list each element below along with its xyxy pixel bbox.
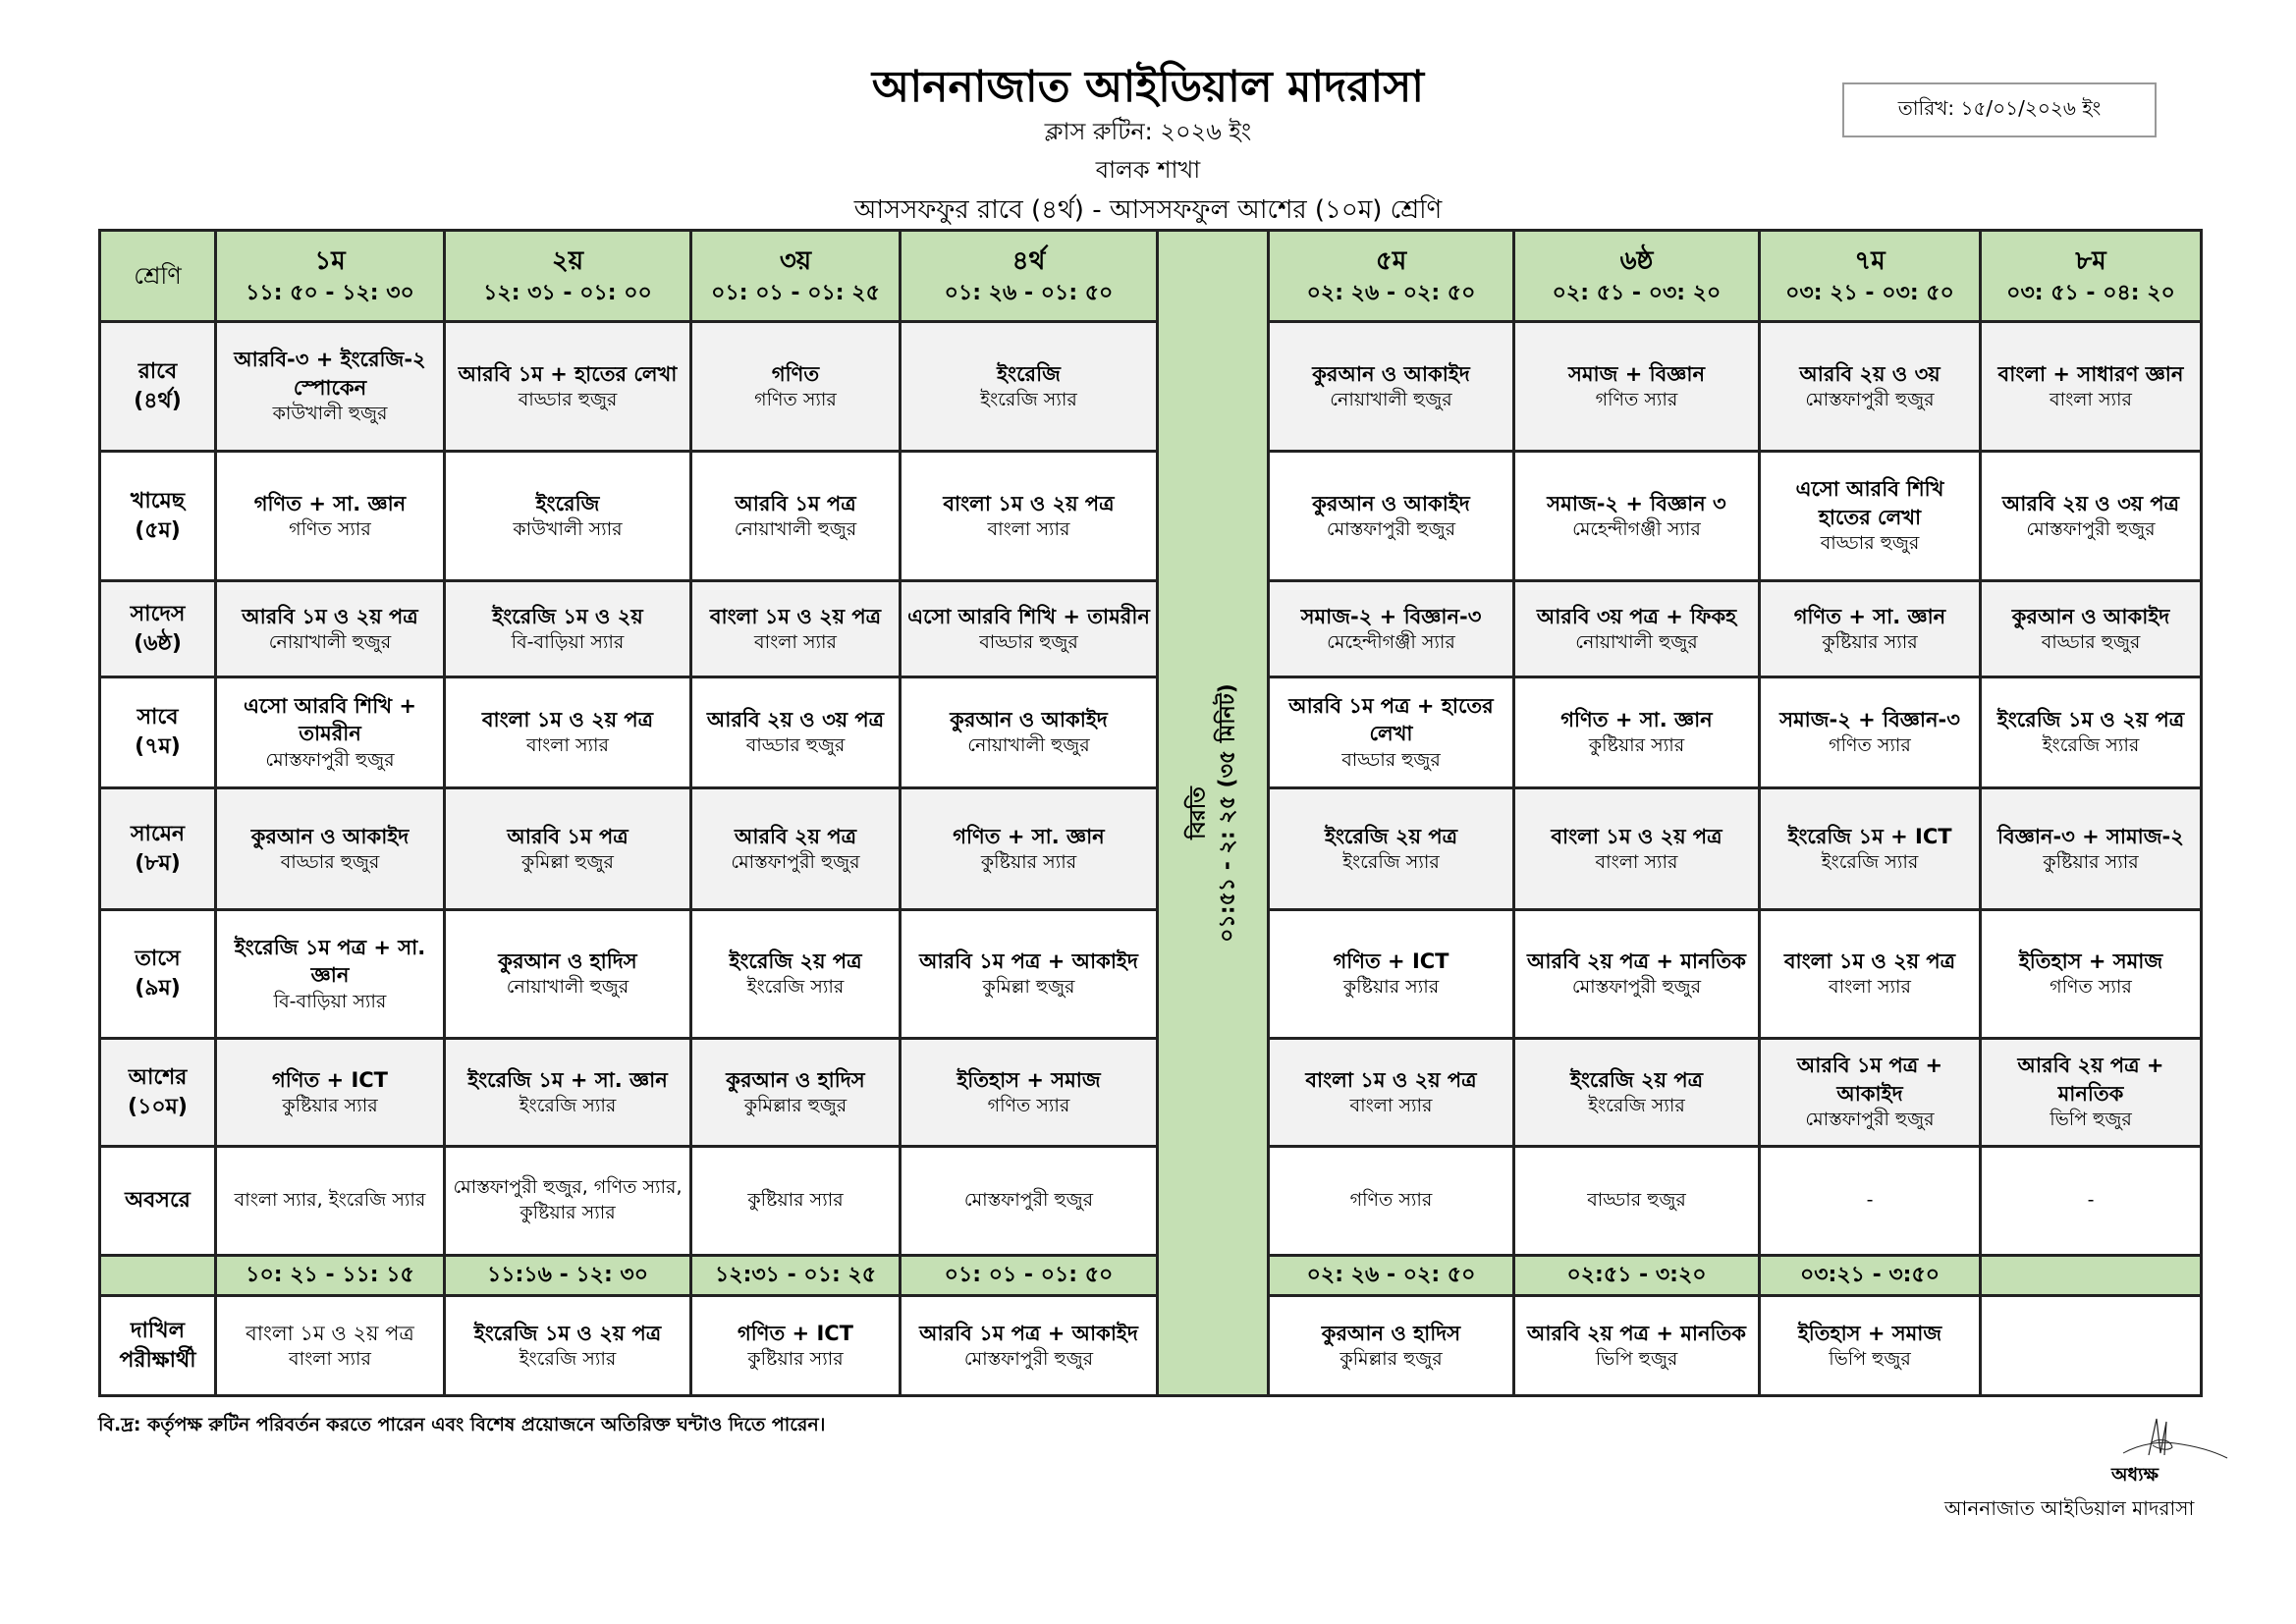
subject: আরবি ৩য় পত্র + ফিকহ: [1536, 604, 1737, 628]
teacher: কুষ্টিয়ার স্যার: [2043, 850, 2139, 873]
subject: সমাজ-২ + বিজ্ঞান ৩: [1547, 491, 1726, 515]
routine-subtitle: ক্লাস রুটিন: ২০২৬ ইং: [1044, 118, 1252, 145]
exam-time-cell: ০২: ২৬ - ০২: ৫০: [1269, 1256, 1514, 1296]
subject: বাংলা ১ম ও ২য় পত্র: [246, 1321, 414, 1345]
exam-cell: [1514, 1296, 1760, 1396]
class-name: সামেন: [130, 821, 186, 846]
teacher: গণিত স্যার: [2050, 976, 2132, 999]
schedule-cell: [901, 1039, 1158, 1147]
subject: আরবি ১ম পত্র: [507, 824, 629, 848]
teacher: বাড্ডার হুজুর: [2041, 630, 2141, 653]
class-row: [100, 452, 2202, 581]
period-header: [1514, 231, 1760, 322]
subject: ইংরেজি ১ম ও ২য় পত্র: [1996, 708, 2185, 731]
subject: ইতিহাস + সমাজ: [1797, 1321, 1942, 1345]
teacher: কুমিল্লা হুজুর: [521, 850, 614, 873]
exam-cell: [901, 1296, 1158, 1396]
free-teachers: কুষ্টিয়ার স্যার: [747, 1189, 844, 1212]
class-row: [100, 1039, 2202, 1147]
schedule-cell: [1269, 910, 1514, 1039]
class-name-cell: [100, 910, 216, 1039]
subject: কুরআন ও হাদিস: [1321, 1321, 1461, 1345]
class-number: (৫ম): [135, 517, 181, 543]
schedule-cell: [216, 581, 445, 677]
class-number: (৯ম): [135, 976, 181, 1001]
schedule-cell: [691, 1039, 901, 1147]
teacher: ইংরেজি স্যার: [519, 1347, 617, 1370]
subject: ইংরেজি ২য় পত্র: [1569, 1067, 1704, 1092]
schedule-cell: [1269, 677, 1514, 788]
period-time: ১২: ৩১ - ০১: ০০: [483, 280, 652, 305]
subject: আরবি ১ম ও ২য় পত্র: [242, 604, 418, 628]
class-name-cell: [100, 581, 216, 677]
subject: এসো আরবি শিখি + তামরীন: [907, 604, 1150, 628]
subject: এসো আরবি শিখি + তামরীন: [244, 693, 416, 746]
period-header: [1760, 231, 1981, 322]
schedule-cell: [691, 910, 901, 1039]
exam-cell: [1760, 1296, 1981, 1396]
institution-title: আননাজাত আইডিয়াল মাদরাসা: [871, 62, 1425, 112]
class-row: [100, 788, 2202, 910]
exam-time-cell: ০২:৫১ - ৩:২০: [1514, 1256, 1760, 1296]
exam-candidates-row: [100, 1296, 2202, 1396]
free-teachers-cell: [1269, 1147, 1514, 1256]
free-teachers: বাড্ডার হুজুর: [1587, 1189, 1686, 1212]
teacher: মেহেন্দীগঞ্জী স্যার: [1327, 630, 1455, 653]
exam-cell: [216, 1296, 445, 1396]
schedule-cell: [1981, 788, 2202, 910]
teacher: বাড্ডার হুজুর: [1820, 532, 1920, 555]
subject: বাংলা ১ম ও ২য় পত্র: [1305, 1067, 1477, 1092]
branch-label: বালক শাখা: [1095, 156, 1201, 184]
class-name-cell: [100, 1039, 216, 1147]
period-header: [1981, 231, 2202, 322]
free-teachers: -: [2087, 1189, 2095, 1212]
exam-label-line2: পরীক্ষার্থী: [119, 1347, 196, 1373]
period-number: ৩য়: [779, 245, 812, 276]
subject: কুরআন ও আকাইদ: [250, 824, 410, 848]
class-name-cell: [100, 788, 216, 910]
free-teachers-row: [100, 1147, 2202, 1256]
free-label: অবসরে: [100, 1147, 216, 1256]
class-number: (৮ম): [135, 850, 181, 876]
teacher: বাড্ডার হুজুর: [745, 734, 846, 757]
teacher: নোয়াখালী হুজুর: [506, 976, 629, 999]
teacher: বাংলা স্যার: [987, 517, 1070, 540]
schedule-cell: [445, 910, 691, 1039]
exam-cell: [1269, 1296, 1514, 1396]
schedule-cell: [1981, 910, 2202, 1039]
free-teachers-cell: [1981, 1147, 2202, 1256]
teacher: কুমিল্লা হুজুর: [982, 976, 1075, 999]
period-time: ০২: ২৬ - ০২: ৫০: [1306, 280, 1476, 305]
schedule-cell: [1760, 581, 1981, 677]
class-number: (৪র্থ): [134, 388, 182, 413]
free-teachers-cell: [1760, 1147, 1981, 1256]
subject: গণিত: [771, 361, 820, 386]
schedule-cell: [445, 677, 691, 788]
exam-cell: [691, 1296, 901, 1396]
teacher: বাংলা স্যার: [526, 734, 609, 757]
schedule-cell: [901, 677, 1158, 788]
schedule-cell: [1760, 1039, 1981, 1147]
period-header: [216, 231, 445, 322]
subject: আরবি ১ম পত্র + হাতের লেখা: [1288, 693, 1494, 746]
subject: কুরআন ও আকাইদ: [1312, 491, 1470, 515]
subject: বাংলা ১ম ও ২য় পত্র: [943, 491, 1115, 515]
exam-label-line1: দাখিল: [130, 1318, 186, 1343]
subject: ইংরেজি ১ম ও ২য় পত্র: [473, 1321, 662, 1345]
teacher: বি-বাড়িয়া স্যার: [511, 630, 625, 653]
exam-cell: [445, 1296, 691, 1396]
subject: ইংরেজি: [535, 491, 600, 515]
teacher: ইংরেজি স্যার: [2042, 734, 2140, 757]
free-teachers-cell: [445, 1147, 691, 1256]
class-name: সাদেস: [130, 601, 186, 626]
schedule-cell: [1514, 788, 1760, 910]
signatory-organization: আননাজাত আইডিয়াল মাদরাসা: [1944, 1496, 2195, 1520]
subject: আরবি ১ম + হাতের লেখা: [458, 361, 678, 386]
subject: আরবি ২য় পত্র + মানতিক: [2017, 1054, 2164, 1106]
teacher: কুষ্টিয়ার স্যার: [1342, 976, 1440, 999]
schedule-cell: [1981, 452, 2202, 581]
schedule-cell: [1981, 322, 2202, 452]
break-label-group: [1183, 683, 1241, 943]
teacher: মোস্তফাপুরী হুজুর: [1571, 976, 1702, 999]
schedule-cell: [901, 322, 1158, 452]
period-time: ০২: ৫১ - ০৩: ২০: [1552, 280, 1722, 305]
teacher: গণিত স্যার: [1829, 734, 1911, 757]
free-teachers-cell: [901, 1147, 1158, 1256]
teacher: কুষ্টিয়ার স্যার: [980, 850, 1077, 873]
class-row: [100, 910, 2202, 1039]
exam-time-cell: [1981, 1256, 2202, 1296]
subject: ইতিহাস + সমাজ: [2018, 949, 2163, 973]
teacher: গণিত স্যার: [754, 388, 837, 410]
class-name-cell: [100, 452, 216, 581]
schedule-cell: [1514, 677, 1760, 788]
period-number: ৮ম: [2075, 245, 2106, 276]
schedule-cell: [1981, 581, 2202, 677]
subject: ইংরেজি ১ম + ICT: [1787, 824, 1952, 848]
teacher: ভিপি হুজুর: [1595, 1347, 1678, 1370]
schedule-cell: [216, 322, 445, 452]
class-name: রাবে: [137, 358, 178, 384]
period-time: ০৩: ২১ - ০৩: ৫০: [1785, 280, 1954, 305]
teacher: মোস্তফাপুরী হুজুর: [2026, 517, 2156, 540]
exam-time-cell: ০১: ০১ - ০১: ৫০: [901, 1256, 1158, 1296]
subject: আরবি ১ম পত্র + আকাইদ: [1796, 1054, 1943, 1106]
teacher: ভিপি হুজুর: [1829, 1347, 1911, 1370]
schedule-cell: [216, 1039, 445, 1147]
schedule-cell: [1269, 452, 1514, 581]
class-range-label: আসসফফুর রাবে (৪র্থ) - আসসফফুল আশের (১০ম) শ্রেণি: [853, 195, 1443, 225]
schedule-cell: [445, 788, 691, 910]
schedule-cell: [691, 677, 901, 788]
teacher: বাড্ডার হুজুর: [1341, 748, 1441, 771]
teacher: কুষ্টিয়ার স্যার: [747, 1347, 844, 1370]
teacher: বাংলা স্যার: [1349, 1094, 1433, 1116]
subject: ইংরেজি ১ম ও ২য়: [492, 604, 643, 628]
subject: ইতিহাস + সমাজ: [957, 1067, 1101, 1092]
subject: আরবি ২য় পত্র + মানতিক: [1526, 949, 1747, 973]
subject: ইংরেজি ২য় পত্র: [1324, 824, 1458, 848]
subject: আরবি ২য় ও ৩য় পত্র: [2001, 491, 2180, 515]
class-number: (৭ম): [135, 734, 181, 759]
schedule-cell: [901, 788, 1158, 910]
teacher: ইংরেজি স্যার: [519, 1094, 617, 1116]
teacher: বাড্ডার হুজুর: [280, 850, 380, 873]
free-teachers: বাংলা স্যার, ইংরেজি স্যার: [234, 1189, 426, 1212]
period-number: ৫ম: [1375, 245, 1407, 276]
schedule-cell: [901, 910, 1158, 1039]
subject: আরবি ১ম পত্র + আকাইদ: [919, 1321, 1138, 1345]
schedule-cell: [1760, 788, 1981, 910]
subject: কুরআন ও আকাইদ: [2011, 604, 2170, 628]
subject: গণিত + ICT: [1333, 949, 1449, 973]
break-time: ০১:৫১ - ২: ২৫ (৩৫ মিনিট): [1215, 683, 1239, 943]
teacher: মেহেন্দীগঞ্জী স্যার: [1572, 517, 1701, 540]
exam-time-cell: ১০: ২১ - ১১: ১৫: [216, 1256, 445, 1296]
subject: সমাজ-২ + বিজ্ঞান-৩: [1300, 604, 1482, 628]
free-teachers-cell: [216, 1147, 445, 1256]
header-row: [100, 231, 2202, 322]
exam-time-cell: ১১:১৬ - ১২: ৩০: [445, 1256, 691, 1296]
class-name-cell: [100, 677, 216, 788]
period-header: [901, 231, 1158, 322]
subject: বিজ্ঞান-৩ + সামাজ-২: [1997, 824, 2184, 848]
schedule-cell: [1269, 788, 1514, 910]
teacher: গণিত স্যার: [1595, 388, 1678, 410]
free-teachers-cell: [1514, 1147, 1760, 1256]
date-box: [1842, 82, 2157, 137]
schedule-cell: [1514, 910, 1760, 1039]
free-teachers: মোস্তফাপুরী হুজুর, গণিত স্যার, কুষ্টিয়ার স্যার: [453, 1176, 683, 1223]
period-header: [691, 231, 901, 322]
break-column: [1158, 231, 1269, 1396]
period-time: ০১: ০১ - ০১: ২৫: [711, 280, 880, 305]
teacher: বাংলা স্যার: [754, 630, 837, 653]
schedule-cell: [216, 677, 445, 788]
class-row: [100, 677, 2202, 788]
subject: এসো আরবি শিখি হাতের লেখা: [1795, 477, 1944, 529]
class-row: [100, 322, 2202, 452]
teacher: নোয়াখালী হুজুর: [734, 517, 857, 540]
period-number: ৪র্থ: [1011, 245, 1046, 276]
class-name: তাসে: [135, 947, 181, 972]
signatory-role: অধ্যক্ষ: [2111, 1464, 2159, 1486]
teacher: কাউখালী স্যার: [513, 517, 623, 540]
schedule-cell: [216, 910, 445, 1039]
free-teachers-cell: [691, 1147, 901, 1256]
exam-time-cell: ০৩:২১ - ৩:৫০: [1760, 1256, 1981, 1296]
class-name: খামেছ: [130, 488, 186, 514]
teacher: কুমিল্লার হুজুর: [743, 1094, 847, 1116]
teacher: ইংরেজি স্যার: [1588, 1094, 1685, 1116]
teacher: গণিত স্যার: [987, 1094, 1070, 1116]
subject: বাংলা ১ম ও ২য় পত্র: [1783, 949, 1956, 973]
schedule-cell: [1514, 1039, 1760, 1147]
schedule-cell: [1760, 452, 1981, 581]
subject: ইংরেজি: [997, 361, 1061, 386]
exam-label-cell: [100, 1296, 216, 1396]
teacher: নোয়াখালী হুজুর: [268, 630, 392, 653]
schedule-cell: [1760, 322, 1981, 452]
subject: আরবি ১ম পত্র + আকাইদ: [919, 949, 1138, 973]
exam-time-blank: [100, 1256, 216, 1296]
teacher: নোয়াখালী হুজুর: [1575, 630, 1698, 653]
subject: গণিত + ICT: [738, 1321, 853, 1345]
schedule-cell: [1760, 677, 1981, 788]
exam-cell: [1981, 1296, 2202, 1396]
teacher: বাংলা স্যার: [2050, 388, 2132, 410]
footnote: বি.দ্র: কর্তৃপক্ষ রুটিন পরিবর্তন করতে পারেন এবং বিশেষ প্রয়োজনে অতিরিক্ত ঘন্টাও দিতে পারেন।: [98, 1414, 826, 1435]
break-label: বিরতি: [1185, 786, 1211, 839]
subject: আরবি ১ম পত্র: [735, 491, 856, 515]
schedule-cell: [445, 581, 691, 677]
teacher: গণিত স্যার: [289, 517, 371, 540]
signature-icon: [2121, 1414, 2229, 1463]
subject: আরবি ২য় পত্র: [734, 824, 857, 848]
schedule-cell: [1514, 322, 1760, 452]
subject: গণিত + সা. জ্ঞান: [253, 491, 407, 515]
teacher: মোস্তফাপুরী হুজুর: [265, 748, 395, 771]
teacher: মোস্তফাপুরী হুজুর: [1326, 517, 1456, 540]
schedule-cell: [216, 452, 445, 581]
subject: কুরআন ও হাদিস: [498, 949, 637, 973]
subject: কুরআন ও আকাইদ: [1312, 361, 1470, 386]
period-time: ১১: ৫০ - ১২: ৩০: [246, 280, 414, 305]
teacher: বি-বাড়িয়া স্যার: [273, 990, 387, 1012]
schedule-cell: [691, 581, 901, 677]
subject: আরবি ২য় ও ৩য় পত্র: [706, 708, 885, 731]
teacher: মোস্তফাপুরী হুজুর: [731, 850, 860, 873]
teacher: মোস্তফাপুরী হুজুর: [1805, 1109, 1935, 1131]
teacher: ভিপি হুজুর: [2050, 1109, 2132, 1131]
exam-time-row: [100, 1256, 2202, 1296]
teacher: কুষ্টিয়ার স্যার: [1822, 630, 1918, 653]
teacher: ইংরেজি স্যার: [1342, 850, 1440, 873]
subject: আরবি-৩ + ইংরেজি-২ স্পোকেন: [234, 348, 426, 400]
schedule-cell: [1514, 452, 1760, 581]
subject: ইংরেজি ১ম পত্র + সা. জ্ঞান: [234, 935, 426, 988]
teacher: বাংলা স্যার: [289, 1347, 371, 1370]
subject: গণিত + সা. জ্ঞান: [1560, 708, 1713, 731]
teacher: নোয়াখালী হুজুর: [1330, 388, 1452, 410]
subject: আরবি ২য় পত্র + মানতিক: [1526, 1321, 1747, 1345]
teacher: ইংরেজি স্যার: [1821, 850, 1919, 873]
class-routine-table: [98, 229, 2203, 1397]
subject: গণিত + সা. জ্ঞান: [953, 824, 1105, 848]
period-time: ০৩: ৫১ - ০৪: ২০: [2006, 280, 2175, 305]
subject: কুরআন ও আকাইদ: [950, 708, 1108, 731]
period-number: ২য়: [551, 245, 584, 276]
subject: সমাজ-২ + বিজ্ঞান-৩: [1779, 708, 1960, 731]
subject: সমাজ + বিজ্ঞান: [1567, 361, 1706, 386]
period-time: ০১: ২৬ - ০১: ৫০: [944, 280, 1114, 305]
subject: ইংরেজি ১ম + সা. জ্ঞান: [467, 1067, 668, 1092]
class-name: আশের: [128, 1064, 188, 1090]
schedule-cell: [1760, 910, 1981, 1039]
schedule-cell: [1514, 581, 1760, 677]
class-name: সাবে: [137, 705, 179, 731]
teacher: বাংলা স্যার: [1829, 976, 1911, 999]
schedule-cell: [445, 452, 691, 581]
teacher: নোয়াখালী হুজুর: [967, 734, 1090, 757]
teacher: বাংলা স্যার: [1595, 850, 1678, 873]
schedule-cell: [901, 452, 1158, 581]
period-number: ১ম: [314, 245, 346, 276]
schedule-cell: [445, 1039, 691, 1147]
free-teachers: -: [1866, 1189, 1874, 1212]
schedule-cell: [691, 322, 901, 452]
subject: বাংলা + সাধারণ জ্ঞান: [1997, 361, 2184, 386]
class-number: (৬ষ্ঠ): [134, 630, 182, 656]
schedule-cell: [1269, 1039, 1514, 1147]
teacher: কুমিল্লার হুজুর: [1339, 1347, 1443, 1370]
period-header: [1269, 231, 1514, 322]
subject: আরবি ২য় ও ৩য়: [1799, 361, 1941, 386]
subject: কুরআন ও হাদিস: [726, 1067, 865, 1092]
subject: ইংরেজি ২য় পত্র: [729, 949, 862, 973]
subject: গণিত + সা. জ্ঞান: [1793, 604, 1946, 628]
class-name-cell: [100, 322, 216, 452]
schedule-cell: [1269, 581, 1514, 677]
free-teachers: মোস্তফাপুরী হুজুর: [963, 1189, 1094, 1212]
teacher: মোস্তফাপুরী হুজুর: [963, 1347, 1094, 1370]
subject: গণিত + ICT: [272, 1067, 388, 1092]
schedule-cell: [691, 788, 901, 910]
schedule-cell: [1981, 677, 2202, 788]
teacher: ইংরেজি স্যার: [980, 388, 1077, 410]
teacher: কুষ্টিয়ার স্যার: [282, 1094, 378, 1116]
period-number: ৬ষ্ঠ: [1619, 245, 1654, 276]
free-teachers: গণিত স্যার: [1349, 1189, 1433, 1212]
period-number: ৭ম: [1854, 245, 1886, 276]
teacher: বাড্ডার হুজুর: [518, 388, 618, 410]
schedule-cell: [1981, 1039, 2202, 1147]
schedule-cell: [445, 322, 691, 452]
class-column-header: শ্রেণি: [100, 231, 216, 322]
subject: বাংলা ১ম ও ২য় পত্র: [709, 604, 882, 628]
class-row: [100, 581, 2202, 677]
teacher: কাউখালী হুজুর: [272, 403, 388, 425]
exam-time-cell: ১২:৩১ - ০১: ২৫: [691, 1256, 901, 1296]
subject: বাংলা ১ম ও ২য় পত্র: [481, 708, 654, 731]
teacher: বাড্ডার হুজুর: [979, 630, 1078, 653]
teacher: কুষ্টিয়ার স্যার: [1588, 734, 1685, 757]
schedule-cell: [1269, 322, 1514, 452]
date-text: তারিখ: ১৫/০১/২০২৬ ইং: [1897, 95, 2102, 120]
schedule-cell: [901, 581, 1158, 677]
schedule-cell: [691, 452, 901, 581]
period-header: [445, 231, 691, 322]
subject: বাংলা ১ম ও ২য় পত্র: [1551, 824, 1722, 848]
teacher: মোস্তফাপুরী হুজুর: [1805, 388, 1935, 410]
teacher: ইংরেজি স্যার: [746, 976, 845, 999]
schedule-cell: [216, 788, 445, 910]
class-number: (১০ম): [128, 1094, 188, 1119]
